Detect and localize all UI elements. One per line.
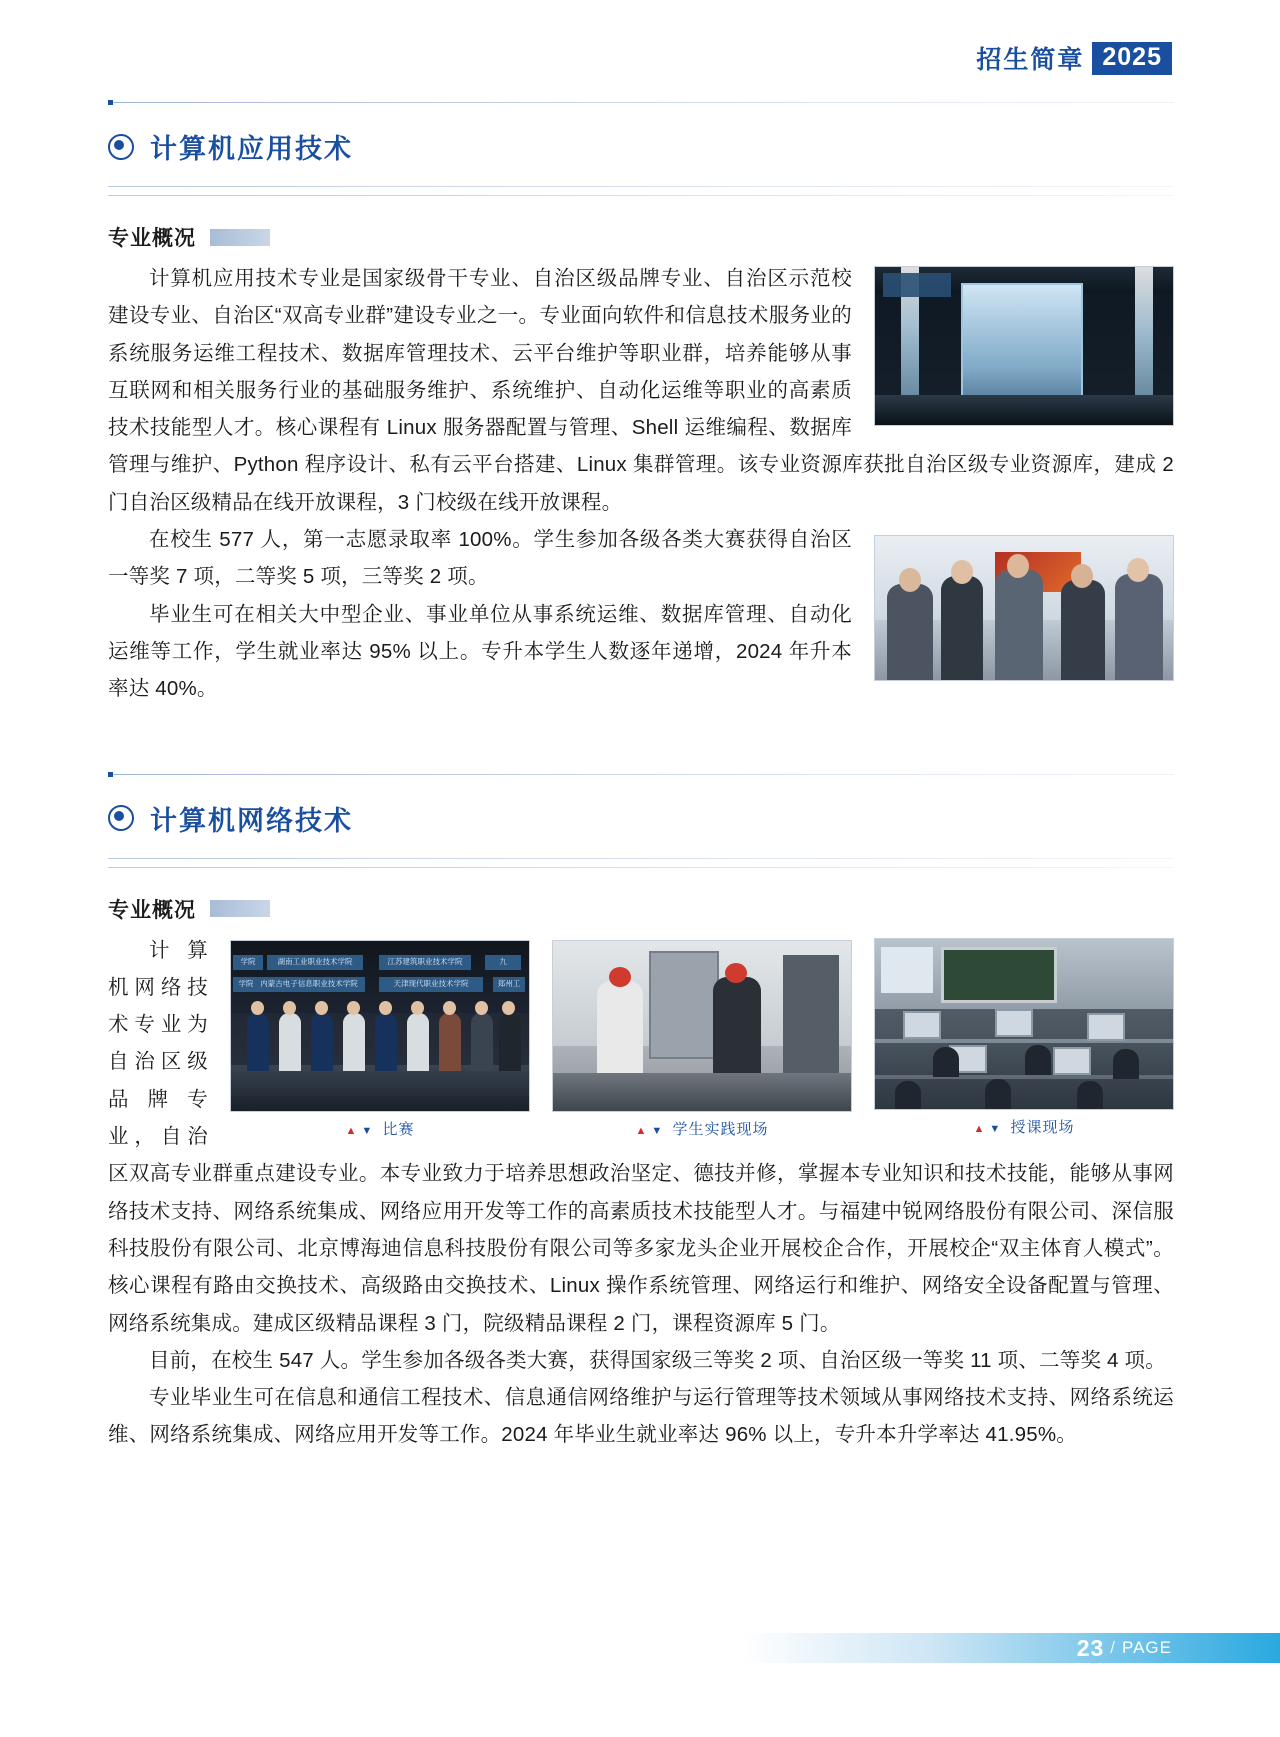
server-room-figure — [874, 266, 1174, 426]
subheading-label-1: 专业概况 — [108, 227, 196, 250]
subheading-2 — [108, 894, 1174, 924]
practice-caption: 学生实践现场 — [672, 1120, 769, 1138]
practice-photo — [552, 940, 852, 1112]
contest-tag-3: 九 — [485, 955, 521, 970]
footer-slash: / — [1110, 1638, 1117, 1657]
divider-line — [108, 102, 1174, 103]
practice-caption-wrap — [552, 1118, 852, 1139]
triangle-down-icon-2: ▼ — [651, 1124, 664, 1137]
section-rule-1b — [108, 195, 1174, 196]
paragraph-2-1: 计算机网络技术专业为自治区级品牌专业，自治区双高专业群重点建设专业。本专业致力于培养思想政治坚定、德技并修，掌握本专业知识和技术技能，能够从事网络技术支持、网络系统集成、网络应用开发等工作的高素质技术技能型人才。与福建中锐网络股份有限公司、深信服科技股份有限公司、北京博海迪信息科技股份有限公司等多家龙头企业开展校企合作，开展校企“双主体育人模式”。核心课程有路由交换技术、高级路由交换技术、Linux 操作系统管理、网络运行和维护、网络安全设备配置与管理、网络系统集成。建成区级精品课程 3 门，院级精品课程 2 门，课程资源库 5 门。 — [108, 938, 1174, 1335]
section-rule-2a — [108, 858, 1174, 859]
paragraph-1-2: 在校生 577 人，第一志愿录取率 100%。学生参加各级各类大赛获得自治区一等奖 7 项，二等奖 5 项，三等奖 2 项。 — [108, 528, 852, 589]
bullet-circle-icon-2 — [108, 805, 134, 831]
bullet-circle-icon — [108, 134, 134, 160]
footer-page-indicator — [1077, 1633, 1172, 1663]
header-year-badge: 2025 — [1092, 42, 1172, 75]
section-body-2 — [108, 932, 1174, 1454]
contest-tag-4: 学院 — [233, 977, 259, 992]
section-heading-1 — [108, 105, 1174, 186]
section-divider-2 — [108, 772, 1174, 777]
section-rule-2b — [108, 867, 1174, 868]
exhibition-figure — [874, 535, 1174, 681]
subheading-swatch-2 — [210, 900, 270, 917]
paragraph-1-3: 毕业生可在相关大中型企业、事业单位从事系统运维、数据库管理、自动化运维等工作，学生就业率达 95% 以上。专升本学生人数逐年递增，2024 年升本率达 40%。 — [108, 602, 852, 701]
contest-tag-2: 江苏建筑职业技术学院 — [379, 955, 471, 970]
contest-tag-7: 郑州工 — [493, 977, 525, 992]
footer-gradient-bar — [740, 1633, 1280, 1663]
section-title-2: 计算机网络技术 — [150, 805, 353, 836]
divider-tick-2 — [108, 772, 113, 777]
classroom-caption: 授课现场 — [1010, 1118, 1075, 1136]
exhibition-photo — [874, 535, 1174, 681]
header-title: 招生简章 — [976, 46, 1085, 74]
section-heading-2 — [108, 777, 1174, 858]
contest-tag-1: 湖南工业职业技术学院 — [267, 955, 363, 970]
contest-tag-6: 天津现代职业技术学院 — [379, 977, 483, 992]
divider-tick — [108, 100, 113, 105]
section-title-1: 计算机应用技术 — [150, 134, 353, 164]
section-rule-1a — [108, 186, 1174, 187]
divider-line-2 — [108, 774, 1174, 775]
contest-tag-0: 学院 — [233, 955, 263, 970]
subheading-swatch-1 — [210, 229, 270, 246]
page-header — [976, 40, 1172, 76]
classroom-caption-wrap — [874, 1116, 1174, 1137]
subheading-label-2: 专业概况 — [108, 898, 196, 922]
classroom-figure — [874, 938, 1174, 1137]
triangle-down-icon: ▼ — [989, 1122, 1002, 1135]
triangle-down-icon-3: ▼ — [361, 1124, 374, 1137]
page-content — [108, 100, 1174, 1454]
practice-figure — [552, 940, 852, 1139]
contest-photo — [230, 940, 530, 1112]
contest-caption-wrap — [230, 1118, 530, 1139]
footer-page-label: PAGE — [1122, 1638, 1172, 1657]
contest-caption: 比赛 — [382, 1120, 415, 1138]
classroom-photo — [874, 938, 1174, 1110]
section-body-1 — [108, 260, 1174, 708]
contest-tag-5: 内蒙古电子信息职业技术学院 — [253, 977, 365, 992]
subheading-1 — [108, 222, 1174, 252]
page-footer — [0, 1633, 1280, 1663]
paragraph-2-3: 专业毕业生可在信息和通信工程技术、信息通信网络维护与运行管理等技术领域从事网络技术支持、网络系统运维、网络系统集成、网络应用开发等工作。2024 年毕业生就业率达 96% 以上，专升本升学率达 41.95%。 — [108, 1386, 1174, 1447]
triangle-up-icon: ▲ — [973, 1122, 986, 1135]
paragraph-2-2: 目前，在校生 547 人。学生参加各级各类大赛，获得国家级三等奖 2 项、自治区级一等奖 11 项、二等奖 4 项。 — [149, 1348, 1166, 1372]
triangle-up-icon-3: ▲ — [345, 1124, 358, 1137]
contest-figure — [230, 940, 530, 1139]
footer-page-number: 23 — [1076, 1634, 1105, 1661]
server-room-photo — [874, 266, 1174, 426]
section-divider-top — [108, 100, 1174, 105]
triangle-up-icon-2: ▲ — [635, 1124, 648, 1137]
paragraph-1-1: 计算机应用技术专业是国家级骨干专业、自治区级品牌专业、自治区示范校建设专业、自治区“双高专业群”建设专业之一。专业面向软件和信息技术服务业的系统服务运维工程技术、数据库管理技术、云平台维护等职业群，培养能够从事互联网和相关服务行业的基础服务维护、系统维护、自动化运维等职业的高素质技术技能型人才。核心课程有 Linux 服务器配置与管理、Shell 运维编程、数据库管理与维护、Python 程序设计、私有云平台搭建、Linux 集群管理。该专业资源库获批自治区级专业资源库，建成 2 门自治区级精品在线开放课程，3 门校级在线开放课程。 — [108, 267, 1174, 514]
